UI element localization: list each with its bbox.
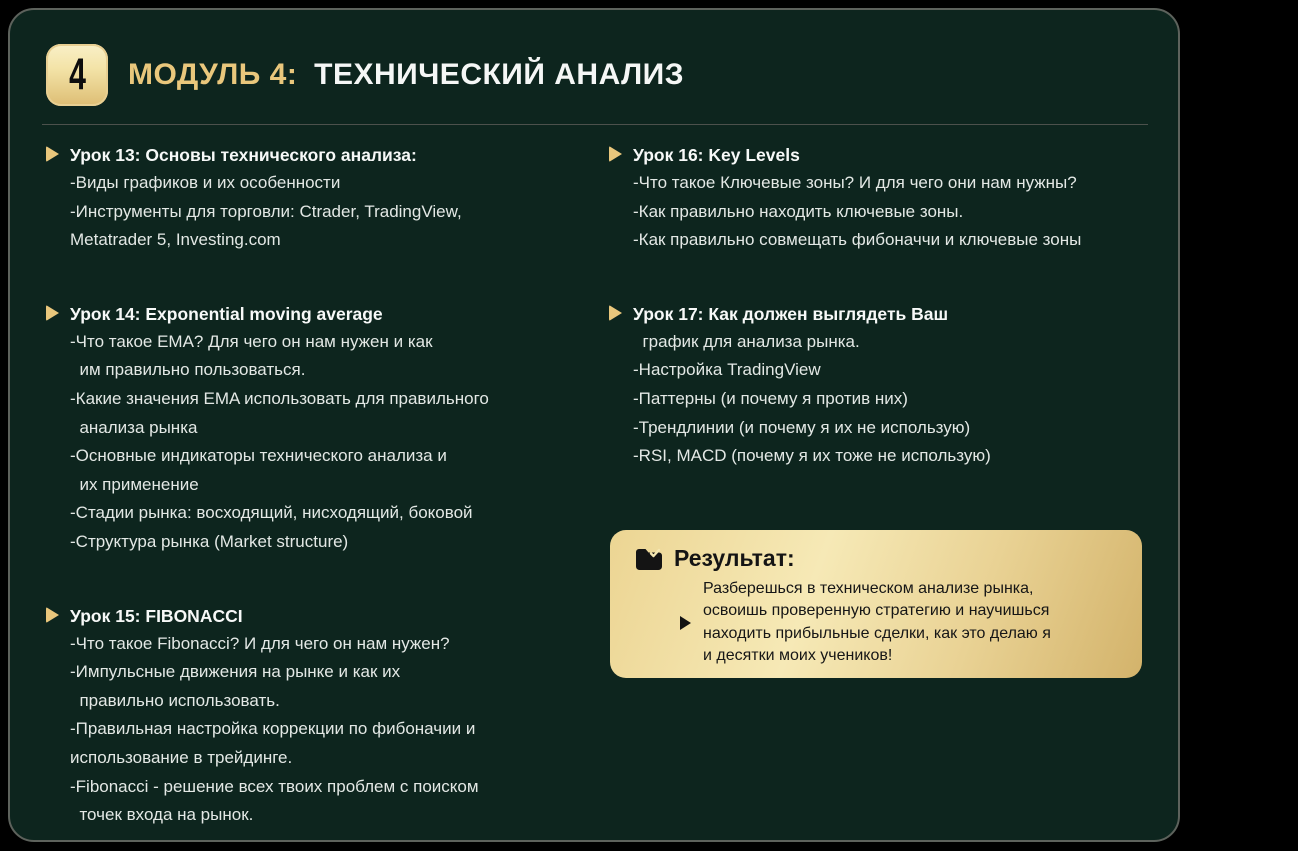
lessons-column-right — [609, 141, 1165, 516]
lesson-title: Урок 14: Exponential moving average — [70, 303, 383, 324]
module-title-main: ТЕХНИЧЕСКИЙ АНАЛИЗ — [314, 58, 685, 91]
result-line: освоишь проверенную стратегию и научишься — [703, 602, 1050, 620]
lesson-lines — [46, 328, 602, 557]
triangle-bullet-icon — [680, 616, 691, 630]
lesson-lines — [46, 630, 602, 830]
lesson-line: анализа рынка — [70, 417, 198, 437]
module-title-prefix: МОДУЛЬ 4: — [128, 58, 298, 91]
lesson-lines — [46, 169, 602, 255]
result-line: и десятки моих учеников! — [703, 647, 893, 665]
triangle-bullet-icon — [46, 146, 59, 162]
folder-check-icon — [636, 548, 662, 570]
result-body — [680, 578, 1122, 668]
page-title — [128, 58, 684, 92]
lesson-line: -Настройка TradingView — [633, 360, 821, 380]
module-number-badge — [46, 44, 108, 106]
lesson-line: график для анализа рынка. — [633, 331, 860, 351]
header-divider — [42, 124, 1148, 125]
result-box — [610, 530, 1142, 678]
lesson-title: Урок 15: FIBONACCI — [70, 605, 243, 626]
lesson-title: Урок 16: Key Levels — [633, 145, 800, 165]
lesson-line: -Импульсные движения на рынке и как их — [70, 662, 401, 682]
lesson-title-row — [46, 602, 602, 630]
lesson-line: -RSI, MACD (почему я их тоже не использую) — [633, 446, 991, 466]
triangle-bullet-icon — [46, 305, 59, 321]
lesson-item — [609, 141, 1165, 255]
lesson-line: -Стадии рынка: восходящий, нисходящий, боковой — [70, 503, 473, 523]
lesson-line: -Как правильно совмещать фибоначчи и ключевые зоны — [633, 230, 1082, 250]
module-number: 4 — [68, 49, 86, 100]
lesson-title: Урок 17: Как должен выглядеть Ваш — [633, 303, 949, 324]
module-card — [8, 8, 1180, 842]
result-title-row — [636, 545, 1122, 572]
lesson-line: -Паттерны (и почему я против них) — [633, 388, 908, 408]
lesson-title-row — [609, 300, 1165, 328]
lesson-line: -Что такое Ключевые зоны? И для чего они нам нужны? — [633, 173, 1077, 192]
lesson-line: -Трендлинии (и почему я их не использую) — [633, 417, 971, 437]
lesson-line: -Fibonacci - решение всех твоих проблем с поиском — [70, 776, 479, 796]
result-lines — [703, 578, 1051, 668]
lesson-title-row — [609, 141, 1165, 169]
lesson-line: использование в трейдинге. — [70, 747, 293, 767]
lesson-title: Урок 13: Основы технического анализа: — [70, 145, 417, 165]
result-title: Результат: — [674, 545, 795, 571]
result-line: находить прибыльные сделки, как это делаю я — [703, 624, 1051, 642]
lessons-column-left — [46, 141, 602, 851]
lesson-line: -Что такое Fibonacci? И для чего он нам нужен? — [70, 633, 450, 653]
lesson-line: -Что такое EMA? Для чего он нам нужен и как — [70, 331, 433, 351]
lesson-line: их применение — [70, 474, 199, 494]
result-line: Разберешься в техническом анализе рынка, — [703, 580, 1034, 597]
lesson-line: -Основные индикаторы технического анализа и — [70, 446, 447, 466]
triangle-bullet-icon — [46, 607, 59, 623]
lesson-title-row — [46, 300, 602, 328]
triangle-bullet-icon — [609, 146, 622, 162]
lesson-item — [46, 300, 602, 557]
lesson-item — [46, 602, 602, 830]
lesson-line: -Как правильно находить ключевые зоны. — [633, 201, 964, 221]
lesson-lines — [609, 328, 1165, 471]
triangle-bullet-icon — [609, 305, 622, 321]
lesson-line: им правильно пользоваться. — [70, 360, 306, 380]
lesson-line: -Виды графиков и их особенности — [70, 173, 341, 192]
lesson-lines — [609, 169, 1165, 255]
lesson-line: -Структура рынка (Market structure) — [70, 531, 349, 551]
lesson-line: -Инструменты для торговли: Ctrader, TradingView, — [70, 201, 462, 221]
lesson-line: точек входа на рынок. — [70, 805, 254, 825]
lesson-item — [46, 141, 602, 255]
lesson-line: -Правильная настройка коррекции по фибоначии и — [70, 719, 476, 739]
module-header — [46, 44, 684, 106]
lesson-line: правильно использовать. — [70, 690, 280, 710]
lesson-title-row — [46, 141, 602, 169]
lesson-line: Metatrader 5, Investing.com — [70, 230, 281, 250]
lesson-item — [609, 300, 1165, 471]
lesson-line: -Какие значения EMA использовать для правильного — [70, 388, 489, 408]
